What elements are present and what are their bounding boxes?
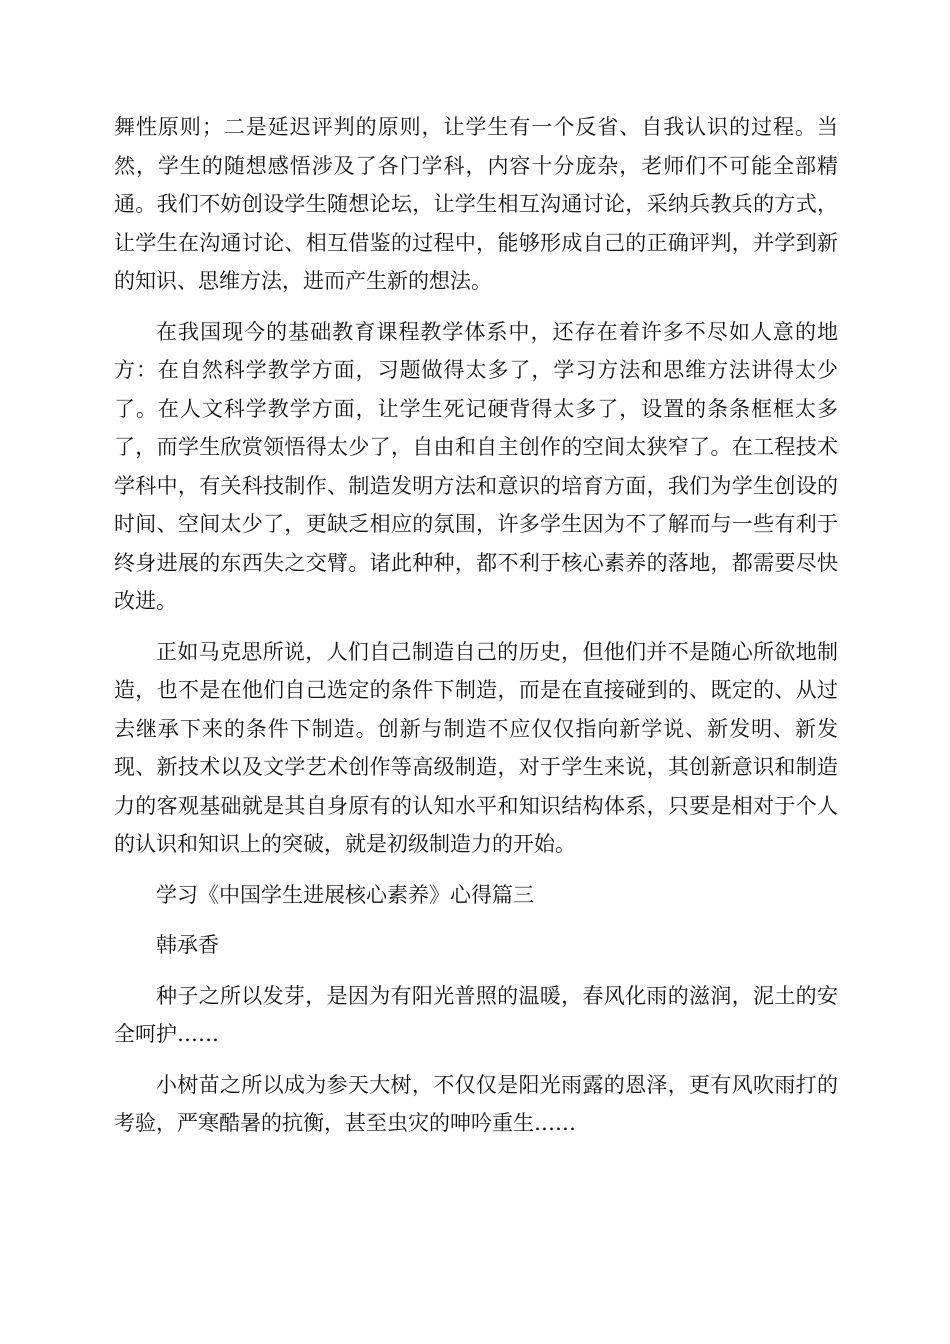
paragraph-seed: 种子之所以发芽，是因为有阳光普照的温暖，春风化雨的滋润，泥土的安全呵护…… — [114, 983, 838, 1046]
section-title: 学习《中国学生进展核心素养》心得篇三 — [156, 882, 534, 907]
paragraph-sapling: 小树苗之所以成为参天大树，不仅仅是阳光雨露的恩泽，更有风吹雨打的考验，严寒酷暑的抗衡，甚至虫灾的呻吟重生…… — [114, 1072, 838, 1135]
document-body — [114, 108, 838, 1155]
author-name: 韩承香 — [156, 933, 219, 957]
paragraph-marx-quote: 正如马克思所说，人们自己制造自己的历史，但他们并不是随心所欲地制造，也不是在他们自己选定的条件下制造，而是在直接碰到的、既定的、从过去继承下来的条件下制造。创新与制造不应仅仅指向新学说、新发明、新发现、新技术以及文学艺术创作等高级制造，对于学生来说，其创新意识和制造力的客观基础就是其自身原有的认知水平和知识结构体系，只要是相对于个人的认识和知识上的突破，就是初级制造力的开始。 — [114, 639, 838, 856]
paragraph-continued: 舞性原则；二是延迟评判的原则，让学生有一个反省、自我认识的过程。当然，学生的随想感悟涉及了各门学科，内容十分庞杂，老师们不可能全部精通。我们不妨创设学生随想论坛，让学生相互沟通讨论，采纳兵教兵的方式，让学生在沟通讨论、相互借鉴的过程中，能够形成自己的正确评判，并学到新的知识、思维方法，进而产生新的想法。 — [114, 115, 838, 293]
paragraph-curriculum-issues: 在我国现今的基础教育课程教学体系中，还存在着许多不尽如人意的地方：在自然科学教学方面，习题做得太多了，学习方法和思维方法讲得太少了。在人文科学教学方面，让学生死记硬背得太多了，设置的条条框框太多了，而学生欣赏领悟得太少了，自由和自主创作的空间太狭窄了。在工程技术学科中，有关科技制作、制造发明方法和意识的培育方面，我们为学生创设的时间、空间太少了，更缺乏相应的氛围，许多学生因为不了解而与一些有利于终身进展的东西失之交臂。诸此种种，都不利于核心素养的落地，都需要尽快改进。 — [114, 319, 838, 613]
